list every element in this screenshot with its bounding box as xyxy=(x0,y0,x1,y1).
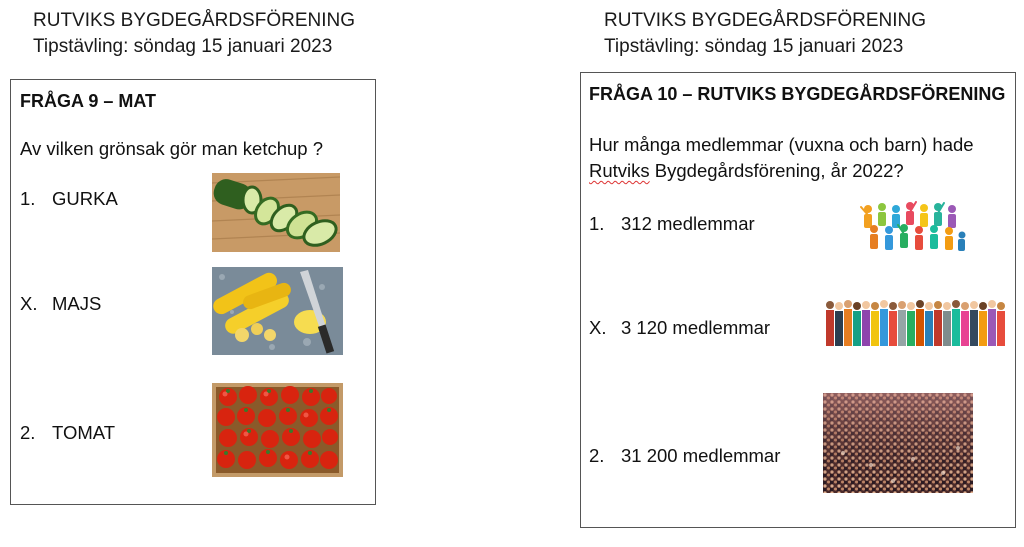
question-9-card xyxy=(10,79,376,505)
cucumber-image xyxy=(212,173,340,252)
question-10-text-line1: Hur många medlemmar (vuxna och barn) hade xyxy=(589,134,974,155)
question-10-title: FRÅGA 10 – RUTVIKS BYGDEGÅRDSFÖRENING xyxy=(589,84,1006,104)
q9-option-x-key: X. xyxy=(20,293,38,314)
q10-option-2-label: 31 200 medlemmar xyxy=(621,445,781,466)
question-10-text xyxy=(589,132,974,184)
question-9-text: Av vilken grönsak gör man ketchup ? xyxy=(20,138,324,159)
q9-option-x-label: MAJS xyxy=(52,293,102,314)
q9-option-1-key: 1. xyxy=(20,188,36,209)
q9-option-x xyxy=(20,293,101,315)
q10-option-1-label: 312 medlemmar xyxy=(621,213,755,234)
left-event-date: Tipstävling: söndag 15 januari 2023 xyxy=(33,36,333,57)
large-crowd-image xyxy=(823,393,973,493)
q10-option-x xyxy=(589,317,770,339)
q10-option-x-label: 3 120 medlemmar xyxy=(621,317,771,338)
q10-option-1-key: 1. xyxy=(589,213,605,234)
q9-option-2 xyxy=(20,422,115,444)
q10-option-1 xyxy=(589,213,755,235)
corn-image xyxy=(212,267,343,355)
question-9-title: FRÅGA 9 – MAT xyxy=(20,91,157,111)
q10-option-2 xyxy=(589,445,780,467)
right-event-date: Tipstävling: söndag 15 januari 2023 xyxy=(604,36,904,57)
crowd-row-image xyxy=(825,299,1005,347)
small-group-image xyxy=(858,199,968,255)
q10-option-x-key: X. xyxy=(589,317,607,338)
q9-option-2-key: 2. xyxy=(20,422,36,443)
left-org-name: RUTVIKS BYGDEGÅRDSFÖRENING xyxy=(33,10,355,31)
question-10-text-rutviks: Rutviks xyxy=(589,160,650,181)
question-10-text-line2: Bygdegårdsförening, år 2022? xyxy=(649,160,904,181)
q9-option-1-label: GURKA xyxy=(52,188,118,209)
right-header xyxy=(604,8,926,60)
question-10-card xyxy=(580,72,1016,528)
left-header xyxy=(33,8,355,60)
q10-option-2-key: 2. xyxy=(589,445,605,466)
q9-option-2-label: TOMAT xyxy=(52,422,116,443)
tomatoes-image xyxy=(212,383,343,477)
right-org-name: RUTVIKS BYGDEGÅRDSFÖRENING xyxy=(604,10,926,31)
q9-option-1 xyxy=(20,188,118,210)
